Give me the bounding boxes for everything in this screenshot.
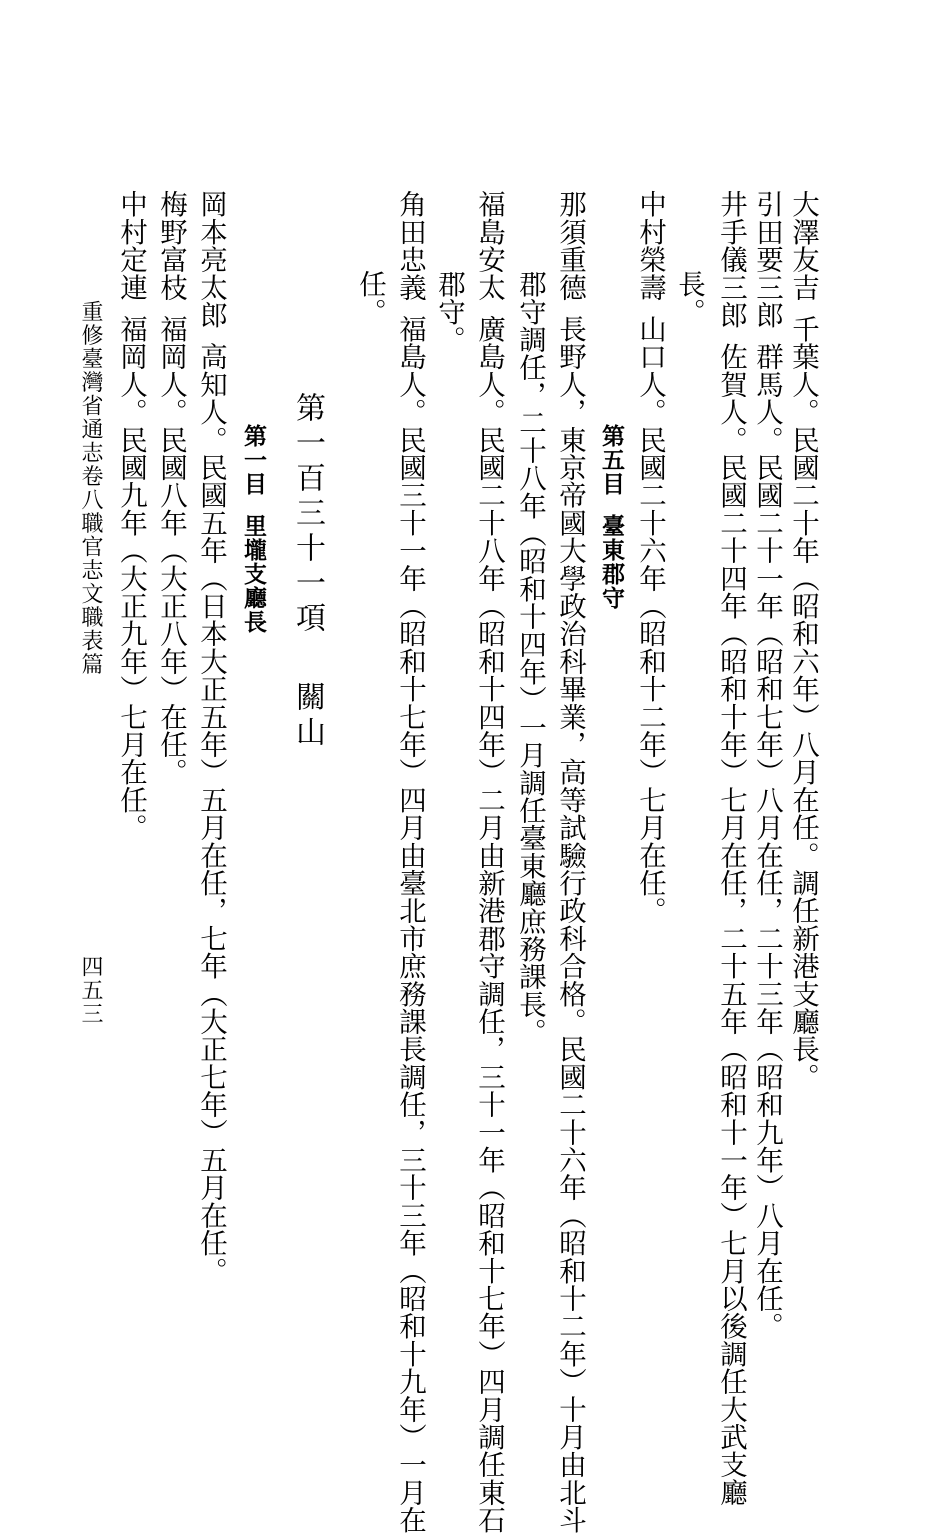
entry-tsunoda (395, 190, 425, 1534)
entry-name: 井手儀三郎 (715, 190, 747, 329)
entry-hikita (752, 190, 782, 1340)
entry-okamoto (196, 190, 226, 1284)
book-title-footer: 重修臺灣省通志卷八職官志文職表篇 (78, 300, 103, 676)
entry-umeno (156, 190, 186, 786)
entry-text: 山口人。民國二十六年（昭和十二年）七月在任。 (634, 314, 666, 925)
entry-nasu-continuation: 郡守調任，二十八年（昭和十四年）一月調任臺東廳庶務課長。 (514, 270, 546, 1046)
entry-name: 大澤友吉 (787, 190, 819, 301)
entry-name: 中村榮壽 (634, 190, 666, 301)
entry-text: 福岡人。民國九年（大正九年）七月在任。 (115, 314, 147, 842)
entry-name: 引田要三郎 (751, 190, 783, 329)
entry-name: 角田忠義 (394, 190, 426, 301)
section-heading-lilong-zhitingzhang (238, 424, 268, 634)
entry-name: 梅野富枝 (155, 190, 187, 301)
entry-text: 高知人。民國五年（日本大正五年）五月在任，七年（大正七年）五月在任。 (195, 342, 227, 1285)
entry-fukushima (474, 190, 504, 1534)
item-number: 第一百三十一項 (290, 392, 325, 637)
entry-text: 福岡人。民國八年（大正八年）在任。 (155, 314, 187, 786)
item-heading-guanshan (290, 392, 325, 751)
section-title: 臺東郡守 (598, 514, 625, 610)
entry-tsunoda-continuation: 任。 (354, 270, 386, 326)
entry-name: 那須重德 (554, 190, 586, 301)
entry-ide-continuation: 長。 (673, 270, 705, 326)
entry-nasu (555, 190, 585, 1534)
entry-text: 福島人。民國三十一年（昭和十七年）四月由臺北市庶務課長調任，三十三年（昭和十九年）一月在 (394, 314, 426, 1534)
entry-oosawa (788, 190, 818, 1090)
item-title: 關山 (290, 681, 325, 751)
entry-nakamura-eiju (635, 190, 665, 924)
entry-name: 岡本亮太郎 (195, 190, 227, 329)
entry-text: 群馬人。民國二十一年（昭和七年）八月在任，二十三年（昭和九年）八月在任。 (751, 342, 783, 1340)
entry-fukushima-continuation: 郡守。 (433, 270, 465, 354)
section-title: 里壠支廳長 (240, 514, 267, 634)
section-number: 第五目 (598, 424, 625, 496)
entry-text: 千葉人。民國二十年（昭和六年）八月在任。調任新港支廳長。 (787, 314, 819, 1091)
entry-text: 長野人，東京帝國大學政治科畢業，高等試驗行政科合格。民國二十六年（昭和十二年）十月由北斗 (554, 314, 586, 1534)
entry-nakamura-sadatsura (116, 190, 146, 841)
section-heading-taitung-gunshu (596, 424, 626, 610)
entry-name: 中村定連 (115, 190, 147, 301)
entry-text: 廣島人。民國二十八年（昭和十四年）二月由新港郡守調任，三十一年（昭和十七年）四月調任東石 (473, 314, 505, 1534)
entry-name: 福島安太 (473, 190, 505, 301)
entry-text: 佐賀人。民國二十四年（昭和十年）七月在任，二十五年（昭和十一年）七月以後調任大武支廳 (715, 342, 747, 1506)
entry-ide (716, 190, 746, 1506)
page-number: 四五三 (78, 955, 103, 1026)
section-number: 第一目 (240, 424, 267, 496)
